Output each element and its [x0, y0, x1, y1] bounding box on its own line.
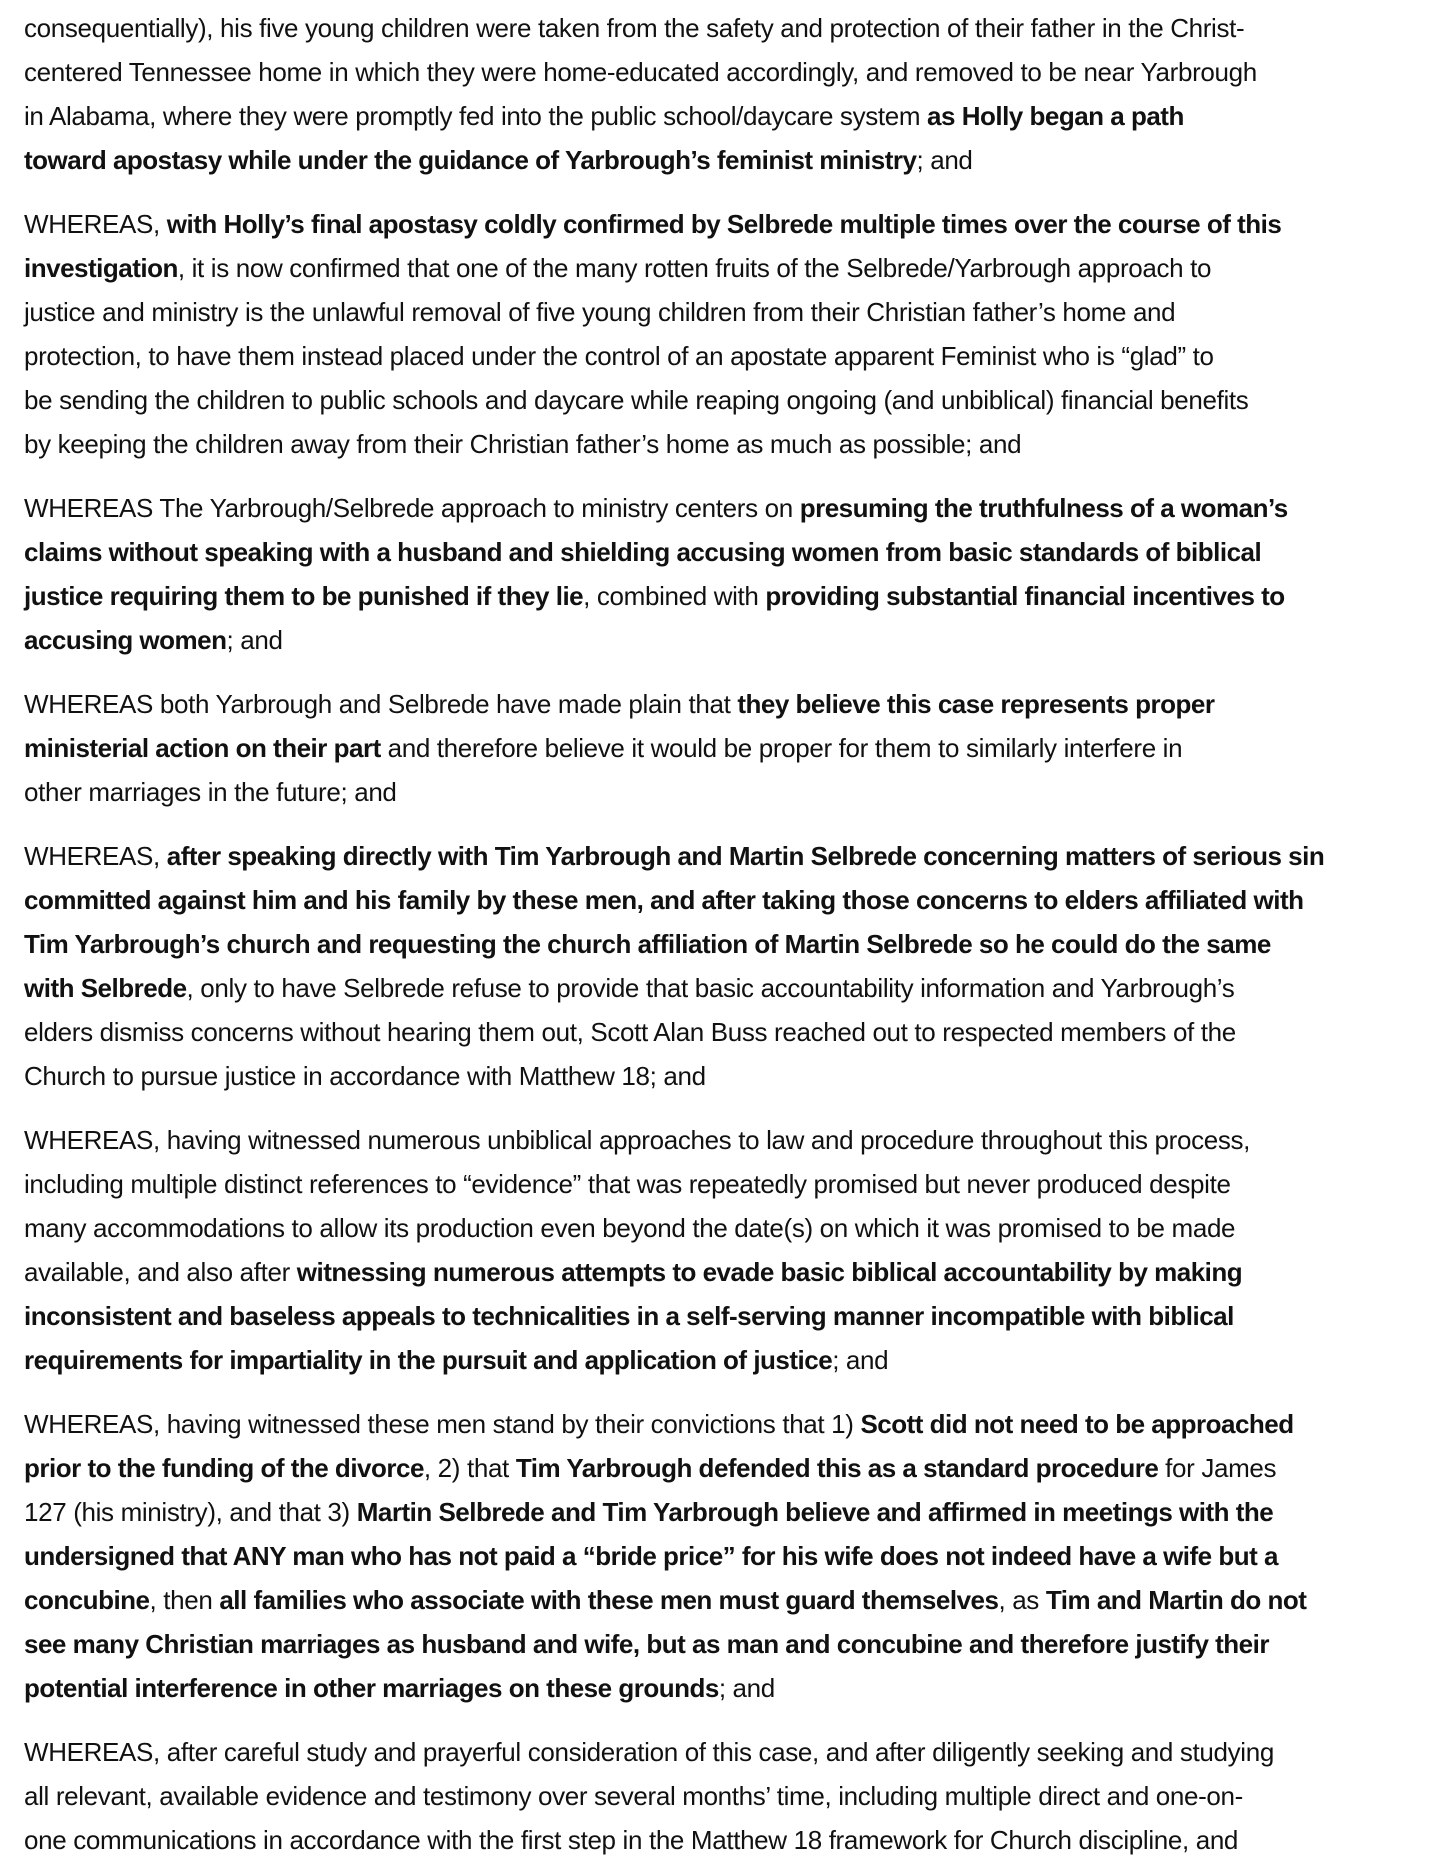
text-segment: centered Tennessee home in which they were home-educated accordingly, and removed to be near Yarbrough	[24, 57, 1257, 87]
text-line	[24, 618, 1440, 662]
text-segment: , 2) that	[423, 1453, 516, 1483]
text-segment: in Alabama, where they were promptly fed into the public school/daycare system	[24, 101, 928, 131]
bold-text-segment: witnessing numerous attempts to evade basic biblical accountability by making	[296, 1257, 1243, 1287]
bold-text-segment: claims without speaking with a husband and shielding accusing women from basic standards of biblical	[24, 537, 1262, 567]
text-segment: and therefore believe it would be proper for them to similarly interfere in	[380, 733, 1183, 763]
bold-text-segment: potential interference in other marriages on these grounds	[24, 1673, 719, 1703]
text-segment: WHEREAS,	[24, 841, 167, 871]
text-line	[24, 530, 1440, 574]
bold-text-segment: Tim Yarbrough defended this as a standard procedure	[515, 1453, 1159, 1483]
bold-text-segment: with Holly’s final apostasy coldly confirmed by Selbrede multiple times over the course of this	[166, 209, 1282, 239]
bold-text-segment: toward apostasy while under the guidance of Yarbrough’s feminist ministry	[24, 145, 917, 175]
text-line	[24, 378, 1440, 422]
text-line	[24, 1622, 1440, 1666]
text-segment: Church to pursue justice in accordance with Matthew 18; and	[24, 1061, 706, 1091]
text-line	[24, 290, 1440, 334]
text-line	[24, 1490, 1440, 1534]
text-line	[24, 334, 1440, 378]
bold-text-segment: with Selbrede	[24, 973, 187, 1003]
text-line	[24, 1338, 1440, 1382]
text-segment: one communications in accordance with the first step in the Matthew 18 framework for Church discipline, and	[24, 1825, 1239, 1855]
text-segment: available, and also after	[24, 1257, 297, 1287]
text-segment: other marriages in the future; and	[24, 777, 397, 807]
whereas-paragraph	[24, 486, 1440, 662]
text-line	[24, 726, 1440, 770]
text-segment: by keeping the children away from their Christian father’s home as much as possible; and	[24, 429, 1022, 459]
bold-text-segment: concubine	[24, 1585, 150, 1615]
text-line	[24, 246, 1440, 290]
whereas-paragraph	[24, 834, 1440, 1098]
bold-text-segment: committed against him and his family by these men, and after taking those concerns to elders affiliated with	[24, 885, 1304, 915]
text-line	[24, 1250, 1440, 1294]
bold-text-segment: they believe this case represents proper	[737, 689, 1215, 719]
bold-text-segment: all families who associate with these men must guard themselves	[219, 1585, 999, 1615]
text-line	[24, 6, 1440, 50]
text-segment: ; and	[916, 145, 973, 175]
text-line	[24, 1774, 1440, 1818]
text-segment: for James	[1158, 1453, 1277, 1483]
text-segment: , as	[998, 1585, 1046, 1615]
whereas-paragraph	[24, 682, 1440, 814]
bold-text-segment: accusing women	[24, 625, 227, 655]
text-line	[24, 966, 1440, 1010]
text-segment: WHEREAS, having witnessed numerous unbiblical approaches to law and procedure throughout this process,	[24, 1125, 1250, 1155]
bold-text-segment: presuming the truthfulness of a woman’s	[799, 493, 1288, 523]
text-segment: justice and ministry is the unlawful removal of five young children from their Christian father’s home and	[24, 297, 1176, 327]
bold-text-segment: undersigned that ANY man who has not paid a “bride price” for his wife does not indeed have a wife but a	[24, 1541, 1278, 1571]
text-segment: , combined with	[583, 581, 766, 611]
bold-text-segment: requirements for impartiality in the pursuit and application of justice	[24, 1345, 833, 1375]
text-segment: consequentially), his five young children were taken from the safety and protection of their father in the Christ-	[24, 13, 1245, 43]
text-segment: ; and	[832, 1345, 889, 1375]
text-line	[24, 1010, 1440, 1054]
text-line	[24, 50, 1440, 94]
text-line	[24, 1818, 1440, 1862]
bold-text-segment: justice requiring them to be punished if they lie	[24, 581, 584, 611]
text-segment: WHEREAS The Yarbrough/Selbrede approach to ministry centers on	[24, 493, 800, 523]
bold-text-segment: providing substantial financial incentives to	[765, 581, 1285, 611]
bold-text-segment: Martin Selbrede and Tim Yarbrough believe and affirmed in meetings with the	[356, 1497, 1274, 1527]
text-line	[24, 1402, 1440, 1446]
bold-text-segment: Scott did not need to be approached	[860, 1409, 1294, 1439]
whereas-paragraph	[24, 1730, 1440, 1862]
text-segment: ; and	[226, 625, 283, 655]
text-line	[24, 770, 1440, 814]
text-segment: be sending the children to public schools and daycare while reaping ongoing (and unbiblical) financial benefits	[24, 385, 1249, 415]
text-line	[24, 94, 1440, 138]
text-line	[24, 1118, 1440, 1162]
text-line	[24, 1206, 1440, 1250]
text-line	[24, 922, 1440, 966]
text-segment: ; and	[718, 1673, 775, 1703]
text-segment: WHEREAS,	[24, 209, 167, 239]
bold-text-segment: ministerial action on their part	[24, 733, 381, 763]
whereas-paragraph	[24, 6, 1440, 182]
text-segment: , then	[149, 1585, 220, 1615]
whereas-paragraph	[24, 1402, 1440, 1710]
whereas-paragraph	[24, 1118, 1440, 1382]
text-segment: , it is now confirmed that one of the many rotten fruits of the Selbrede/Yarbrough approach to	[177, 253, 1212, 283]
text-line	[24, 1578, 1440, 1622]
text-line	[24, 834, 1440, 878]
text-line	[24, 202, 1440, 246]
text-segment: all relevant, available evidence and testimony over several months’ time, including multiple direct and one-on-	[24, 1781, 1243, 1811]
text-line	[24, 486, 1440, 530]
text-segment: many accommodations to allow its production even beyond the date(s) on which it was promised to be made	[24, 1213, 1236, 1243]
text-line	[24, 1730, 1440, 1774]
text-line	[24, 1534, 1440, 1578]
text-line	[24, 1294, 1440, 1338]
text-segment: WHEREAS, after careful study and prayerful consideration of this case, and after diligently seeking and studying	[24, 1737, 1274, 1767]
text-line	[24, 1054, 1440, 1098]
bold-text-segment: investigation	[24, 253, 178, 283]
whereas-paragraph	[24, 202, 1440, 466]
bold-text-segment: prior to the funding of the divorce	[24, 1453, 424, 1483]
bold-text-segment: see many Christian marriages as husband and wife, but as man and concubine and therefore justify their	[24, 1629, 1269, 1659]
text-segment: protection, to have them instead placed under the control of an apostate apparent Feminist who is “glad” to	[24, 341, 1214, 371]
bold-text-segment: inconsistent and baseless appeals to technicalities in a self-serving manner incompatible with biblical	[24, 1301, 1234, 1331]
text-line	[24, 422, 1440, 466]
text-line	[24, 1446, 1440, 1490]
text-line	[24, 1666, 1440, 1710]
text-segment: WHEREAS, having witnessed these men stand by their convictions that 1)	[24, 1409, 861, 1439]
text-line	[24, 878, 1440, 922]
text-line	[24, 1162, 1440, 1206]
text-segment: 127 (his ministry), and that 3)	[24, 1497, 357, 1527]
bold-text-segment: Tim and Martin do not	[1045, 1585, 1307, 1615]
bold-text-segment: after speaking directly with Tim Yarbrough and Martin Selbrede concerning matters of serious sin	[166, 841, 1325, 871]
text-segment: elders dismiss concerns without hearing them out, Scott Alan Buss reached out to respected members of the	[24, 1017, 1236, 1047]
bold-text-segment: as Holly began a path	[927, 101, 1184, 131]
text-segment: including multiple distinct references to “evidence” that was repeatedly promised but never produced despite	[24, 1169, 1231, 1199]
bold-text-segment: Tim Yarbrough’s church and requesting the church affiliation of Martin Selbrede so he could do the same	[24, 929, 1271, 959]
text-segment: WHEREAS both Yarbrough and Selbrede have made plain that	[24, 689, 738, 719]
text-line	[24, 682, 1440, 726]
text-line	[24, 574, 1440, 618]
text-segment: , only to have Selbrede refuse to provide that basic accountability information and Yarbrough’s	[186, 973, 1235, 1003]
text-line	[24, 138, 1440, 182]
